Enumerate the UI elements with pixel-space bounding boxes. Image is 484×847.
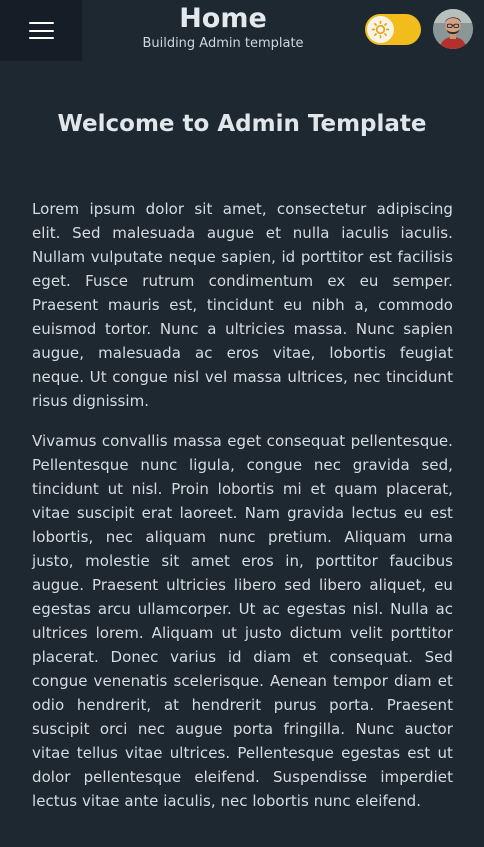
theme-toggle-switch[interactable]: [365, 14, 421, 45]
page-title-block: [105, 0, 341, 53]
page-title: Home: [179, 3, 267, 34]
avatar[interactable]: [433, 9, 473, 49]
body-paragraph: Lorem ipsum dolor sit amet, consectetur adipiscing elit. Sed malesuada augue et nulla iaculis iaculis. Nullam vulputate neque sapien, id porttitor est facilisis eget. Fusce rutrum condimentum ex eu semper. Praesent mauris est, tincidunt eu nibh a, commodo euismod tortor. Nunc a ultricies massa. Nunc sapien augue, malesuada ac eros vitae, lobortis feugiat neque. Ut congue nisl vel massa ultrices, nec tincidunt risus dignissim.: [32, 200, 453, 410]
toggle-knob: [367, 16, 394, 43]
hamburger-menu-icon: [29, 22, 54, 39]
avatar-image: [433, 9, 473, 49]
welcome-heading: Welcome to Admin Template: [57, 111, 427, 137]
main-content: [32, 197, 453, 829]
top-header: [0, 0, 484, 61]
menu-toggle-button[interactable]: [0, 0, 82, 61]
body-paragraph: Vivamus convallis massa eget consequat pellentesque. Pellentesque nunc ligula, congue nec gravida sed, tincidunt ut nisl. Proin lobortis mi et quam placerat, vitae suscipit erat laoreet. Nam gravida lectus eu est lobortis, nec aliquam nunc pretium. Aliquam urna justo, molestie sit amet eros in, porttitor faucibus augue. Praesent ultricies libero sed libero aliquet, eu egestas arcu ullamcorper. Ut ac egestas nisl. Nulla ac ultrices lorem. Aliquam ut justo dictum velit porttitor placerat. Donec varius id diam et consequat. Sed congue venenatis scelerisque. Aenean tempor diam et odio hendrerit, at hendrerit purus porta. Praesent suscipit orci nec augue porta fringilla. Nunc auctor vitae tellus vitae ultrices. Pellentesque egestas est ut dolor pellentesque eleifend. Suspendisse imperdiet lectus vitae ante iaculis, nec lobortis nunc eleifend.: [32, 432, 453, 810]
page-subtitle: Building Admin template: [142, 36, 304, 51]
sun-icon: [371, 20, 390, 39]
